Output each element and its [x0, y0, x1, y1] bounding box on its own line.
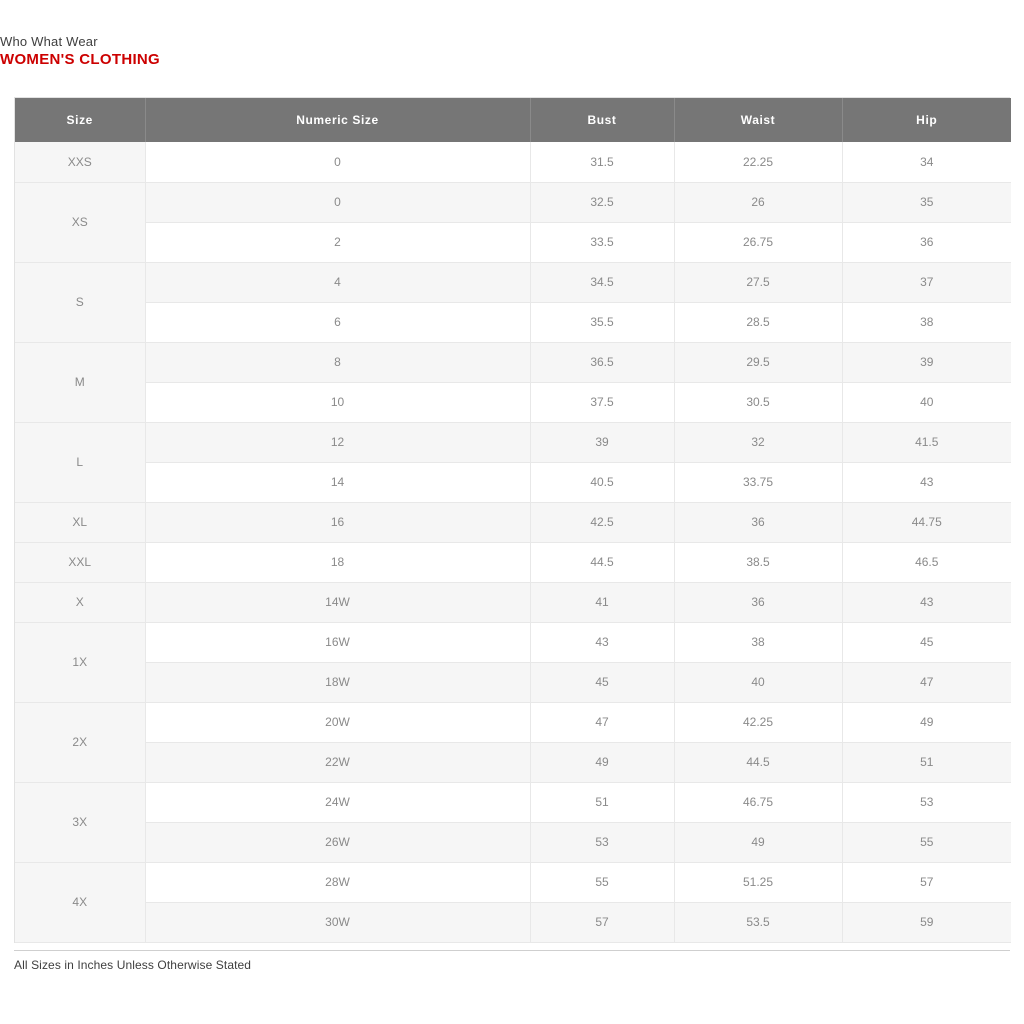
table-row	[15, 422, 1011, 462]
cell-bust: 41	[530, 582, 674, 622]
cell-size: 1X	[15, 622, 145, 702]
cell-numeric-size: 0	[145, 142, 530, 182]
cell-bust: 44.5	[530, 542, 674, 582]
cell-waist: 53.5	[674, 902, 842, 942]
cell-bust: 32.5	[530, 182, 674, 222]
cell-hip: 59	[842, 902, 1011, 942]
cell-waist: 26.75	[674, 222, 842, 262]
cell-bust: 45	[530, 662, 674, 702]
cell-numeric-size: 28W	[145, 862, 530, 902]
cell-bust: 35.5	[530, 302, 674, 342]
table-row	[15, 262, 1011, 302]
cell-size: L	[15, 422, 145, 502]
cell-hip: 34	[842, 142, 1011, 182]
cell-hip: 44.75	[842, 502, 1011, 542]
cell-size: M	[15, 342, 145, 422]
size-chart-table	[15, 98, 1011, 943]
cell-hip: 51	[842, 742, 1011, 782]
cell-size: XXS	[15, 142, 145, 182]
cell-hip: 53	[842, 782, 1011, 822]
cell-bust: 31.5	[530, 142, 674, 182]
cell-bust: 53	[530, 822, 674, 862]
column-header-bust: Bust	[530, 98, 674, 142]
table-row	[15, 862, 1011, 902]
cell-waist: 22.25	[674, 142, 842, 182]
table-row	[15, 622, 1011, 662]
cell-hip: 41.5	[842, 422, 1011, 462]
table-row	[15, 902, 1011, 942]
cell-waist: 44.5	[674, 742, 842, 782]
cell-bust: 55	[530, 862, 674, 902]
cell-hip: 38	[842, 302, 1011, 342]
cell-bust: 47	[530, 702, 674, 742]
cell-size: X	[15, 582, 145, 622]
table-row	[15, 782, 1011, 822]
size-chart-table-wrapper	[14, 97, 1010, 943]
cell-numeric-size: 10	[145, 382, 530, 422]
cell-numeric-size: 16W	[145, 622, 530, 662]
cell-size: 2X	[15, 702, 145, 782]
cell-bust: 37.5	[530, 382, 674, 422]
cell-hip: 47	[842, 662, 1011, 702]
table-row	[15, 142, 1011, 182]
cell-waist: 42.25	[674, 702, 842, 742]
cell-bust: 43	[530, 622, 674, 662]
cell-numeric-size: 24W	[145, 782, 530, 822]
cell-bust: 49	[530, 742, 674, 782]
cell-numeric-size: 6	[145, 302, 530, 342]
cell-numeric-size: 2	[145, 222, 530, 262]
cell-hip: 36	[842, 222, 1011, 262]
cell-numeric-size: 0	[145, 182, 530, 222]
cell-waist: 38.5	[674, 542, 842, 582]
table-row	[15, 582, 1011, 622]
table-row	[15, 742, 1011, 782]
cell-hip: 40	[842, 382, 1011, 422]
brand-name: Who What Wear	[0, 34, 98, 49]
cell-size: XS	[15, 182, 145, 262]
table-header-row	[15, 98, 1011, 142]
cell-bust: 42.5	[530, 502, 674, 542]
cell-bust: 57	[530, 902, 674, 942]
cell-bust: 34.5	[530, 262, 674, 302]
cell-numeric-size: 20W	[145, 702, 530, 742]
brand-category: WOMEN'S CLOTHING	[0, 51, 161, 68]
cell-waist: 36	[674, 502, 842, 542]
column-header-hip: Hip	[842, 98, 1011, 142]
cell-hip: 46.5	[842, 542, 1011, 582]
cell-waist: 32	[674, 422, 842, 462]
cell-hip: 35	[842, 182, 1011, 222]
table-row	[15, 702, 1011, 742]
cell-hip: 57	[842, 862, 1011, 902]
table-row	[15, 222, 1011, 262]
cell-numeric-size: 30W	[145, 902, 530, 942]
brand-header	[0, 34, 600, 69]
cell-hip: 43	[842, 582, 1011, 622]
cell-bust: 36.5	[530, 342, 674, 382]
cell-waist: 40	[674, 662, 842, 702]
cell-waist: 33.75	[674, 462, 842, 502]
cell-size: 4X	[15, 862, 145, 942]
cell-waist: 36	[674, 582, 842, 622]
cell-numeric-size: 14W	[145, 582, 530, 622]
table-row	[15, 342, 1011, 382]
cell-waist: 49	[674, 822, 842, 862]
cell-numeric-size: 18	[145, 542, 530, 582]
cell-waist: 46.75	[674, 782, 842, 822]
cell-numeric-size: 12	[145, 422, 530, 462]
table-row	[15, 182, 1011, 222]
cell-hip: 39	[842, 342, 1011, 382]
cell-numeric-size: 8	[145, 342, 530, 382]
table-row	[15, 382, 1011, 422]
cell-size: S	[15, 262, 145, 342]
column-header-waist: Waist	[674, 98, 842, 142]
cell-bust: 33.5	[530, 222, 674, 262]
cell-waist: 51.25	[674, 862, 842, 902]
cell-numeric-size: 4	[145, 262, 530, 302]
cell-waist: 30.5	[674, 382, 842, 422]
cell-bust: 40.5	[530, 462, 674, 502]
size-chart-body	[15, 142, 1011, 942]
cell-numeric-size: 18W	[145, 662, 530, 702]
cell-numeric-size: 14	[145, 462, 530, 502]
cell-hip: 37	[842, 262, 1011, 302]
cell-numeric-size: 26W	[145, 822, 530, 862]
cell-hip: 55	[842, 822, 1011, 862]
cell-size: XL	[15, 502, 145, 542]
cell-hip: 49	[842, 702, 1011, 742]
cell-bust: 39	[530, 422, 674, 462]
cell-numeric-size: 22W	[145, 742, 530, 782]
cell-hip: 43	[842, 462, 1011, 502]
table-row	[15, 662, 1011, 702]
table-row	[15, 502, 1011, 542]
table-row	[15, 302, 1011, 342]
table-row	[15, 542, 1011, 582]
cell-hip: 45	[842, 622, 1011, 662]
column-header-numeric-size: Numeric Size	[145, 98, 530, 142]
cell-waist: 28.5	[674, 302, 842, 342]
cell-waist: 29.5	[674, 342, 842, 382]
table-row	[15, 822, 1011, 862]
cell-waist: 38	[674, 622, 842, 662]
cell-size: XXL	[15, 542, 145, 582]
cell-waist: 27.5	[674, 262, 842, 302]
cell-size: 3X	[15, 782, 145, 862]
column-header-size: Size	[15, 98, 145, 142]
cell-bust: 51	[530, 782, 674, 822]
cell-numeric-size: 16	[145, 502, 530, 542]
table-row	[15, 462, 1011, 502]
units-footnote: All Sizes in Inches Unless Otherwise Stated	[14, 950, 1010, 972]
cell-waist: 26	[674, 182, 842, 222]
